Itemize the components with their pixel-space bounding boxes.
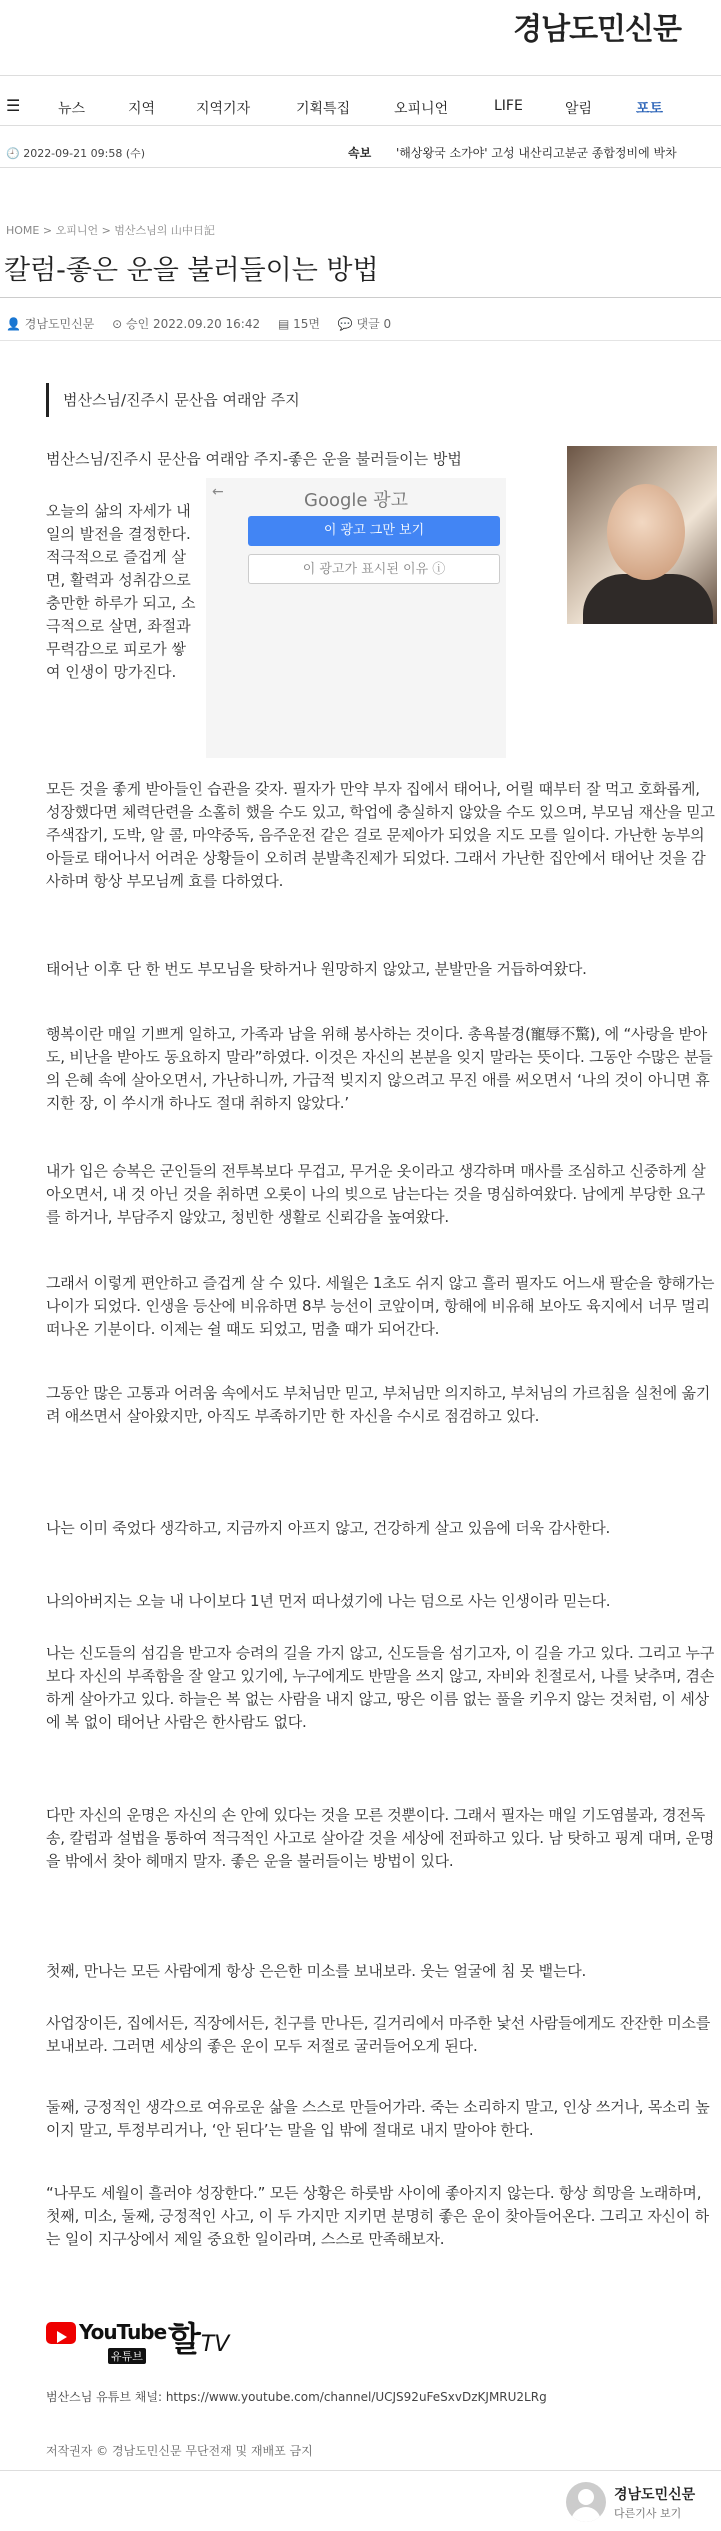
main-nav [0, 86, 721, 126]
nav-item-photo[interactable]: 포토 [636, 101, 664, 117]
site-logo[interactable]: 경남도민신문 [513, 12, 681, 47]
photo-face [607, 484, 685, 580]
youtube-play-icon [46, 2322, 76, 2344]
breadcrumb[interactable]: HOME > 오피니언 > 범산스님의 山中日記 [6, 224, 215, 237]
paragraph: 다만 자신의 운명은 자신의 손 안에 있다는 것을 모른 것뿐이다. 그래서 필자는 매일 기도염불과, 경전독송, 칼럼과 설법을 통하여 적극적인 사고로 살아갈 것을 세상에 전파하고 있다. 남 탓하고 핑계 대며, 운명을 밖에서 찾아 헤매지 말자. 좋은 운을 불러들이는 방법이 있다. [46, 1806, 715, 1870]
google-ad [206, 478, 506, 758]
hal-tv-logo[interactable] [168, 2312, 229, 2361]
paragraph: 첫째, 만나는 모든 사람에게 항상 은은한 미소를 보내보라. 웃는 얼굴에 침 못 뱉는다. [46, 1962, 587, 1980]
author-photo [567, 446, 717, 624]
article-meta [6, 315, 405, 332]
youtube-channel-link[interactable]: 범산스님 유튜브 채널: https://www.youtube.com/channel/UCJS92uFeSxvDzKJMRU2LRg [46, 2390, 547, 2404]
other-articles-link[interactable]: 다른기사 보기 [614, 2507, 682, 2520]
divider [0, 297, 721, 298]
nav-item-notice[interactable]: 알림 [565, 101, 593, 117]
nav-item-region[interactable]: 지역 [128, 101, 156, 117]
avatar-icon [566, 2482, 606, 2522]
current-date: 🕘 2022-09-21 09:58 (수) [6, 147, 146, 160]
paragraph: 둘째, 긍정적인 생각으로 여유로운 삶을 스스로 만들어가라. 죽는 소리하지 말고, 인상 쓰거나, 목소리 높이지 말고, 투정부리거나, ‘안 된다’는 말을 입 밖에 절대로 내지 말아야 한다. [46, 2098, 710, 2139]
menu-icon[interactable]: ☰ [6, 96, 21, 115]
youtube-wordmark: YouTube [79, 2320, 167, 2344]
paragraph: 나는 이미 죽었다 생각하고, 지금까지 아프지 않고, 건강하게 살고 있음에 더욱 감사한다. [46, 1519, 611, 1537]
youtube-sub-label: 유튜브 [108, 2348, 146, 2364]
divider [0, 340, 721, 341]
site-header [0, 0, 721, 76]
breaking-label: 속보 [348, 146, 372, 160]
photo-robe [583, 574, 713, 624]
stop-ad-button[interactable]: 이 광고 그만 보기 [248, 516, 500, 546]
copyright: 저작권자 © 경남도민신문 무단전재 및 재배포 금지 [46, 2444, 313, 2458]
comment-count[interactable]: 💬 댓글 0 [337, 317, 392, 331]
paragraph: “나무도 세월이 흘러야 성장한다.” 모든 상황은 하룻밤 사이에 좋아지지 않는다. 항상 희망을 노래하며, 첫째, 미소, 둘째, 긍정적인 사고, 이 두 가지만 지키면 분명히 좋은 운이 찾아들어온다. 그리고 자신이 하는 일이 지구상에서 제일 중요한 일이라며, 스스로 만족해보자. [46, 2184, 709, 2248]
paragraph: 나의아버지는 오늘 내 나이보다 1년 먼저 떠나셨기에 나는 덤으로 사는 인생이라 믿는다. [46, 1592, 611, 1610]
youtube-logo[interactable] [46, 2318, 167, 2364]
page-number: ▤ 15면 [277, 317, 320, 331]
ad-brand: Google 광고 [304, 490, 408, 511]
paragraph: 모든 것을 좋게 받아들인 습관을 갖자. 필자가 만약 부자 집에서 태어나, 어릴 때부터 잘 먹고 호화롭게, 성장했다면 체력단련을 소홀히 했을 수도 있고, 학업에 충실하지 않았을 수도 있으며, 부모님 재산을 믿고 주색잡기, 도박, 알 콜, 마약중독, 음주운전 같은 걸로 문제아가 되었을 지도 모를 일이다. 가난한 농부의 아들로 태어나서 어려운 상황들이 오히려 분발촉진제가 되었다. 그래서 가난한 집안에서 태어난 것을 감사하며 항상 부모님께 효를 다하였다. [46, 780, 715, 890]
why-ad-button[interactable]: 이 광고가 표시된 이유 ⓘ [248, 554, 500, 584]
paragraph: 사업장이든, 집에서든, 직장에서든, 친구를 만나든, 길거리에서 마주한 낯선 사람들에게도 잔잔한 미소를 보내보라. 그러면 세상의 좋은 운이 모두 저절로 굴러들어오게 된다. [46, 2014, 711, 2055]
intro-paragraph: 오늘의 삶의 자세가 내일의 발전을 결정한다. 적극적으로 즐겁게 살면, 활력과 성취감으로 충만한 하루가 되고, 소극적으로 살면, 좌절과 무력감으로 피로가 쌓여 인생이 망가진다. [46, 502, 196, 681]
article-subtitle: 범산스님/진주시 문산읍 여래암 주지 [46, 383, 300, 417]
nav-item-region-reporter[interactable]: 지역기자 [196, 101, 251, 117]
author-card-name: 경남도민신문 [614, 2487, 696, 2503]
news-ticker [0, 136, 721, 168]
nav-item-news[interactable]: 뉴스 [58, 101, 86, 117]
nav-item-opinion[interactable]: 오피니언 [394, 101, 449, 117]
article-title: 칼럼-좋은 운을 불러들이는 방법 [4, 255, 379, 286]
divider [0, 2470, 721, 2471]
lead-line: 범산스님/진주시 문산읍 여래암 주지-좋은 운을 불러들이는 방법 [46, 450, 462, 468]
paragraph: 그래서 이렇게 편안하고 즐겁게 살 수 있다. 세월은 1초도 쉬지 않고 흘러 필자도 어느새 팔순을 향해가는 나이가 되었다. 인생을 등산에 비유하면 8부 능선이 코앞이며, 항해에 비유해 보아도 육지에서 너무 멀리 떠나온 기분이다. 이제는 쉴 때도 되었고, 멈출 때가 되어간다. [46, 1274, 715, 1338]
paragraph: 내가 입은 승복은 군인들의 전투복보다 무겁고, 무거운 옷이라고 생각하며 매사를 조심하고 신중하게 살아오면서, 내 것 아닌 것을 취하면 오롯이 나의 빚으로 남는다는 것을 명심하여왔다. 남에게 부당한 요구를 하거나, 부담주지 않았고, 청빈한 생활로 신뢰감을 높여왔다. [46, 1162, 706, 1226]
author-label: 👤 경남도민신문 [6, 317, 95, 331]
paragraph: 태어난 이후 단 한 번도 부모님을 탓하거나 원망하지 않았고, 분발만을 거듭하여왔다. [46, 960, 587, 978]
paragraph: 나는 신도들의 섬김을 받고자 승려의 길을 가지 않고, 신도들을 섬기고자, 이 길을 가고 있다. 그리고 누구보다 자신의 부족함을 잘 알고 있기에, 누구에게도 반말을 쓰지 않고, 자비와 친절로서, 나를 낮추며, 겸손하게 살아가고 있다. 하늘은 복 없는 사람을 내지 않고, 땅은 이름 없는 풀을 키우지 않는 것처럼, 이 세상에 복 없이 태어난 사람은 한사람도 없다. [46, 1644, 715, 1731]
approved-date: ⊙ 승인 2022.09.20 16:42 [112, 317, 261, 331]
nav-item-life[interactable]: LIFE [494, 98, 523, 114]
paragraph: 그동안 많은 고통과 어려움 속에서도 부처님만 믿고, 부처님만 의지하고, 부처님의 가르침을 실천에 옮기려 애쓰면서 살아왔지만, 아직도 부족하기만 한 자신을 수시로 점검하고 있다. [46, 1384, 711, 1425]
paragraph: 행복이란 매일 기쁘게 일하고, 가족과 남을 위해 봉사하는 것이다. 총욕불경(寵辱不驚), 에 “사랑을 받아도, 비난을 받아도 동요하지 말라”하였다. 이것은 자신의 본분을 잊지 말라는 뜻이다. 그동안 수많은 분들의 은혜 속에 살아오면서, 가난하니까, 가급적 빚지지 않으려고 무진 애를 써오면서 ‘나의 것이 아니면 휴지한 장, 이 쑤시개 하나도 절대 취하지 않았다.’ [46, 1025, 713, 1112]
back-arrow-icon[interactable]: ← [212, 484, 224, 500]
nav-item-features[interactable]: 기획특집 [296, 101, 351, 117]
hal-tv-mark: 할 [168, 2320, 201, 2360]
breaking-headline[interactable]: '해상왕국 소가야' 고성 내산리고분군 종합정비에 박차 [396, 146, 677, 160]
hal-tv-suffix: TV [200, 2332, 230, 2357]
